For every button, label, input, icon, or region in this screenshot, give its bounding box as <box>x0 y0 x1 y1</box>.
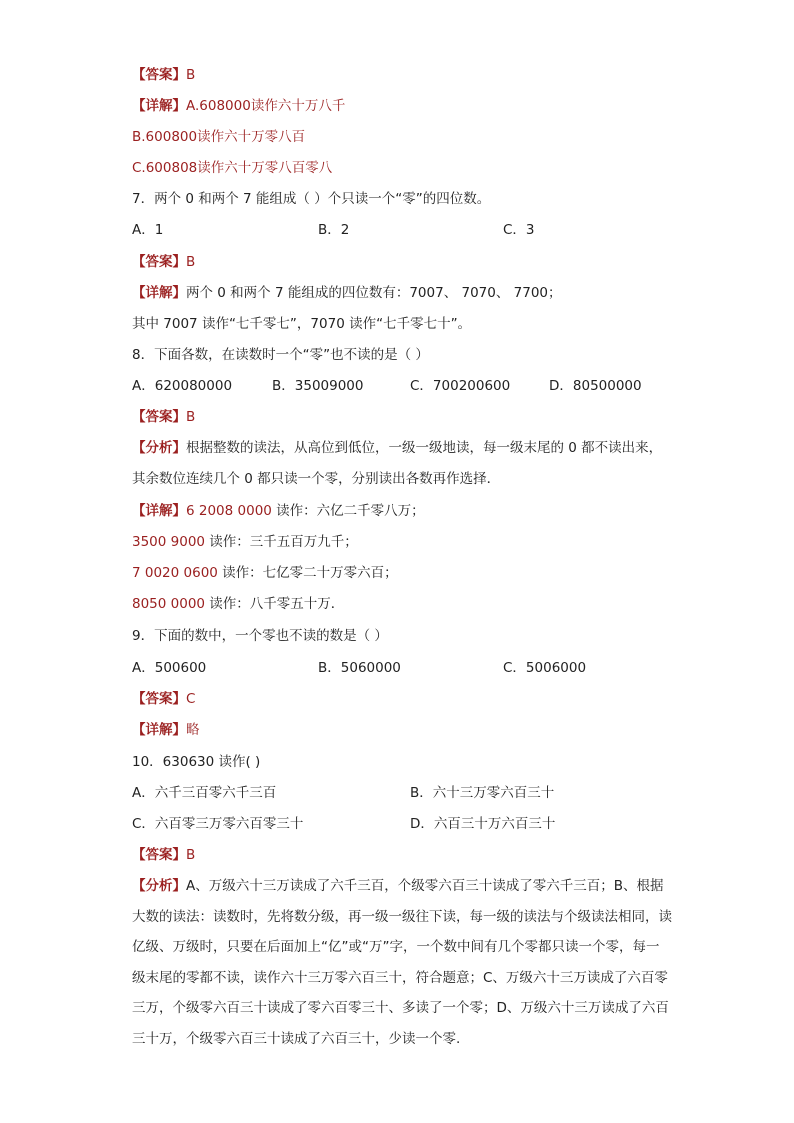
answer-value: B <box>186 847 196 863</box>
question-10-option-c: C．六百零三万零六百零三十 <box>132 816 304 832</box>
question-10-option-b: B．六十三万零六百三十 <box>410 785 555 801</box>
detail-text: 读作：六亿二千零八万； <box>271 503 425 519</box>
answer-line <box>132 408 195 426</box>
answer-tag: 【答案】 <box>132 847 186 863</box>
answer-value: B <box>186 409 196 425</box>
detail-text: 两个 0 和两个 7 能组成的四位数有：7007、 7070、 7700； <box>186 285 562 301</box>
analysis-tag: 【分析】 <box>132 878 186 894</box>
answer-line <box>132 253 195 271</box>
question-9-option-a: A．500600 <box>132 660 207 676</box>
detail-tag: 【详解】 <box>132 98 186 114</box>
detail-text: 略 <box>186 722 200 738</box>
question-8-option-d: D．80500000 <box>549 378 642 394</box>
answer-line <box>132 846 195 864</box>
analysis-paragraph <box>132 433 672 494</box>
question-7-option-c: C．3 <box>503 222 535 238</box>
detail-line <box>132 97 345 115</box>
detail-line <box>132 564 398 582</box>
question-10-stem: 10．630630 读作( ) <box>132 754 261 770</box>
answer-line <box>132 66 195 84</box>
analysis-paragraph <box>132 871 672 1055</box>
question-7-option-a: A．1 <box>132 222 164 238</box>
detail-text: A.608000读作六十万八千 <box>186 98 346 114</box>
question-7-stem: 7．两个 0 和两个 7 能组成（ ）个只读一个“零”的四位数。 <box>132 191 491 207</box>
detail-number: 6 2008 0000 <box>186 503 272 519</box>
answer-value: B <box>186 254 196 270</box>
detail-text: 读作：三千五百万九千； <box>205 534 358 550</box>
question-8-option-b: B．35009000 <box>272 378 364 394</box>
answer-line <box>132 690 195 708</box>
answer-value: C <box>186 691 196 707</box>
detail-tag: 【详解】 <box>132 285 186 301</box>
answer-tag: 【答案】 <box>132 409 186 425</box>
question-9-option-b: B．5060000 <box>318 660 401 676</box>
detail-line: B.600800读作六十万零八百 <box>132 129 306 145</box>
answer-tag: 【答案】 <box>132 691 186 707</box>
detail-text: 读作：七亿零二十万零六百； <box>217 565 398 581</box>
detail-tag: 【详解】 <box>132 722 186 738</box>
analysis-tag: 【分析】 <box>132 440 186 456</box>
answer-tag: 【答案】 <box>132 254 186 270</box>
detail-line <box>132 502 425 520</box>
detail-tag: 【详解】 <box>132 503 186 519</box>
detail-text: 读作：八千零五十万． <box>205 596 345 612</box>
detail-number: 8050 0000 <box>132 596 206 612</box>
detail-line <box>132 284 562 302</box>
question-7-option-b: B．2 <box>318 222 350 238</box>
detail-line: C.600808读作六十万零八百零八 <box>132 160 333 176</box>
question-8-option-c: C．700200600 <box>410 378 511 394</box>
question-10-option-d: D．六百三十万六百三十 <box>410 816 556 832</box>
detail-line <box>132 595 344 613</box>
detail-line: 其中 7007 读作“七千零七”，7070 读作“七千零七十”。 <box>132 316 472 332</box>
detail-number: 7 0020 0600 <box>132 565 218 581</box>
question-9-option-c: C．5006000 <box>503 660 587 676</box>
answer-value: B <box>186 67 196 83</box>
detail-line <box>132 533 358 551</box>
question-8-stem: 8．下面各数，在读数时一个“零”也不读的是（ ） <box>132 347 429 363</box>
analysis-text: 根据整数的读法，从高位到低位，一级一级地读，每一级末尾的 0 都不读出来，其余数位连续几个 0 都只读一个零，分别读出各数再作选择． <box>132 440 663 487</box>
question-9-stem: 9．下面的数中，一个零也不读的数是（ ） <box>132 628 388 644</box>
question-10-option-a: A．六千三百零六千三百 <box>132 785 277 801</box>
question-8-option-a: A．620080000 <box>132 378 233 394</box>
detail-line <box>132 721 200 739</box>
answer-tag: 【答案】 <box>132 67 186 83</box>
detail-number: 3500 9000 <box>132 534 206 550</box>
analysis-text: A、万级六十三万读成了六千三百，个级零六百三十读成了零六千三百；B、根据大数的读法：读数时，先将数分级，再一级一级往下读，每一级的读法与个级读法相同，读亿级、万级时，只要在后面加上“亿”或“万”字，一个数中间有几个零都只读一个零，每一级末尾的零都不读，读作六十三万零六百三十，符合题意；C、万级六十三万读成了六百零三万，个级零六百三十读成了零六百零三十、多读了一个零；D、万级六十三万读成了六百三十万，个级零六百三十读成了六百三十，少读一个零. <box>132 878 672 1047</box>
